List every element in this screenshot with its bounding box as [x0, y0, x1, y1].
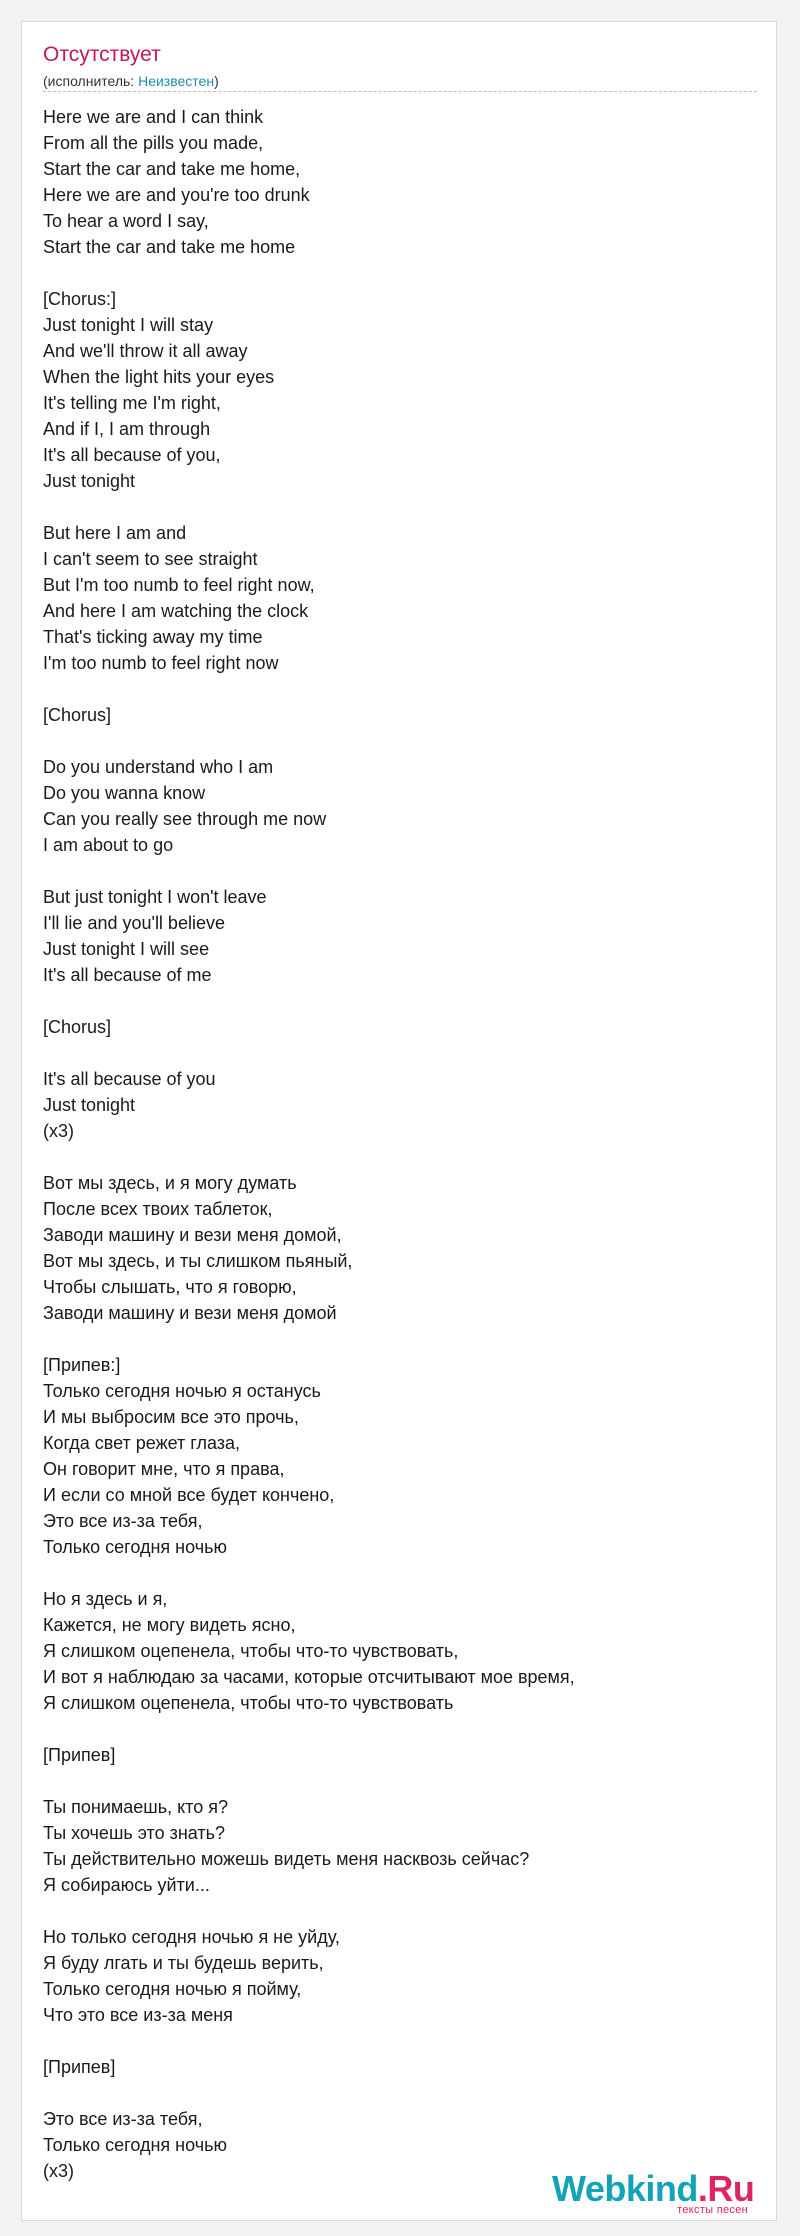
lyric-line	[43, 1716, 575, 1742]
lyric-line: И вот я наблюдаю за часами, которые отсчитывают мое время,	[43, 1667, 575, 1687]
lyric-line: Но только сегодня ночью я не уйду,	[43, 1927, 340, 1947]
lyric-line	[43, 1040, 575, 1066]
lyric-line: Я буду лгать и ты будешь верить,	[43, 1953, 324, 1973]
lyric-line: Только сегодня ночью	[43, 2135, 227, 2155]
lyric-line: Just tonight	[43, 471, 136, 491]
lyric-line: Я слишком оцепенела, чтобы что-то чувствовать,	[43, 1641, 459, 1661]
lyric-line	[43, 728, 575, 754]
lyrics-text	[43, 104, 575, 2184]
lyric-line: Я слишком оцепенела, чтобы что-то чувствовать	[43, 1693, 454, 1713]
lyric-line: [Chorus]	[43, 705, 112, 725]
lyric-line: Но я здесь и я,	[43, 1589, 168, 1609]
lyric-line: Ты хочешь это знать?	[43, 1823, 226, 1843]
lyric-line: Только сегодня ночью	[43, 1537, 227, 1557]
lyric-line: [Припев:]	[43, 1355, 121, 1375]
lyric-line: Я собираюсь уйти...	[43, 1875, 210, 1895]
lyric-line: Do you understand who I am	[43, 757, 274, 777]
lyric-line	[43, 988, 575, 1014]
lyric-line: И если со мной все будет кончено,	[43, 1485, 335, 1505]
lyric-line: It's all because of me	[43, 965, 212, 985]
logo-tagline: тексты песен	[677, 2204, 748, 2216]
site-logo[interactable]	[552, 2168, 755, 2216]
lyric-line	[43, 2080, 575, 2106]
lyric-line: (x3)	[43, 1121, 74, 1141]
lyric-line: It's telling me I'm right,	[43, 393, 221, 413]
logo-dot: .	[697, 2168, 708, 2209]
lyric-line	[43, 494, 575, 520]
lyric-line: Start the car and take me home	[43, 237, 296, 257]
lyric-line: I can't seem to see straight	[43, 549, 258, 569]
lyric-line: Вот мы здесь, и ты слишком пьяный,	[43, 1251, 353, 1271]
lyric-line: That's ticking away my time	[43, 627, 263, 647]
lyric-line: Он говорит мне, что я права,	[43, 1459, 285, 1479]
lyric-line: Это все из-за тебя,	[43, 2109, 203, 2129]
lyric-line: Ты понимаешь, кто я?	[43, 1797, 229, 1817]
lyric-line: Here we are and I can think	[43, 107, 264, 127]
lyric-line	[43, 858, 575, 884]
lyric-line: Это все из-за тебя,	[43, 1511, 203, 1531]
lyric-line: [Припев]	[43, 2057, 116, 2077]
lyric-line: Когда свет режет глаза,	[43, 1433, 241, 1453]
lyric-line: I am about to go	[43, 835, 174, 855]
lyric-line: Вот мы здесь, и я могу думать	[43, 1173, 297, 1193]
logo-tld: Ru	[707, 2168, 755, 2209]
lyric-line: But I'm too numb to feel right now,	[43, 575, 315, 595]
lyric-line: And if I, I am through	[43, 419, 211, 439]
lyric-line	[43, 1560, 575, 1586]
artist-prefix: (исполнитель:	[43, 73, 139, 89]
lyric-line: После всех твоих таблеток,	[43, 1199, 273, 1219]
artist-link[interactable]: Неизвестен	[138, 73, 215, 89]
lyric-line: It's all because of you,	[43, 445, 221, 465]
lyric-line: I'm too numb to feel right now	[43, 653, 279, 673]
lyric-line: To hear a word I say,	[43, 211, 209, 231]
lyric-line: Can you really see through me now	[43, 809, 327, 829]
lyric-line: (x3)	[43, 2161, 74, 2181]
lyric-line: Just tonight I will see	[43, 939, 210, 959]
logo-brand: Webkind	[552, 2168, 698, 2209]
lyric-line: And we'll throw it all away	[43, 341, 248, 361]
lyric-line: And here I am watching the clock	[43, 601, 309, 621]
lyric-line: Только сегодня ночью я останусь	[43, 1381, 321, 1401]
lyric-line: It's all because of you	[43, 1069, 216, 1089]
lyric-line: Ты действительно можешь видеть меня насквозь сейчас?	[43, 1849, 530, 1869]
lyric-line: But here I am and	[43, 523, 187, 543]
lyric-line	[43, 1144, 575, 1170]
artist-suffix: )	[214, 73, 219, 89]
artist-line	[43, 72, 757, 92]
lyric-line: Заводи машину и вези меня домой	[43, 1303, 337, 1323]
lyric-line: I'll lie and you'll believe	[43, 913, 225, 933]
lyrics-card	[21, 21, 777, 2221]
logo-wordmark	[552, 2168, 755, 2209]
lyric-line: But just tonight I won't leave	[43, 887, 267, 907]
lyric-line: Do you wanna know	[43, 783, 206, 803]
lyric-line: Just tonight	[43, 1095, 136, 1115]
lyric-line: Here we are and you're too drunk	[43, 185, 310, 205]
lyric-line: [Chorus]	[43, 1017, 112, 1037]
lyric-line	[43, 260, 575, 286]
song-title: Отсутствует	[43, 43, 161, 66]
lyric-line	[43, 2028, 575, 2054]
lyric-line: Чтобы слышать, что я говорю,	[43, 1277, 297, 1297]
lyric-line: Только сегодня ночью я пойму,	[43, 1979, 302, 1999]
lyric-line	[43, 676, 575, 702]
lyric-line: When the light hits your eyes	[43, 367, 275, 387]
lyric-line	[43, 1326, 575, 1352]
lyric-line: [Chorus:]	[43, 289, 117, 309]
lyric-line: From all the pills you made,	[43, 133, 264, 153]
lyric-line: Что это все из-за меня	[43, 2005, 233, 2025]
lyric-line: Start the car and take me home,	[43, 159, 301, 179]
lyric-line: Just tonight I will stay	[43, 315, 214, 335]
lyric-line	[43, 1898, 575, 1924]
lyric-line	[43, 1768, 575, 1794]
lyric-line: [Припев]	[43, 1745, 116, 1765]
lyric-line: И мы выбросим все это прочь,	[43, 1407, 299, 1427]
lyric-line: Заводи машину и вези меня домой,	[43, 1225, 342, 1245]
lyric-line: Кажется, не могу видеть ясно,	[43, 1615, 296, 1635]
